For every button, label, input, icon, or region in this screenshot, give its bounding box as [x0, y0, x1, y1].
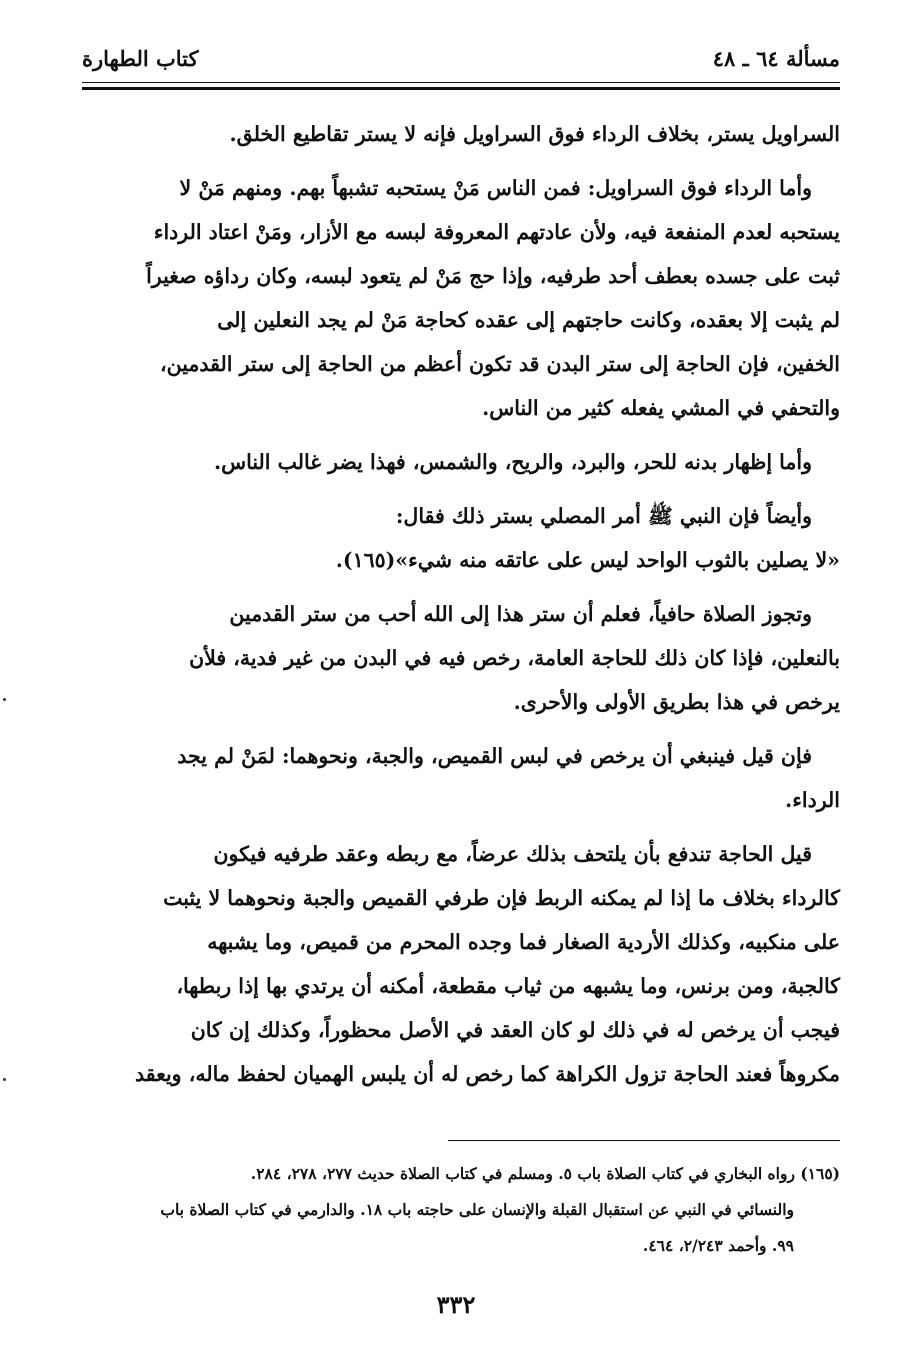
paragraph [82, 440, 840, 484]
text-line: الرداء. [785, 788, 840, 812]
text-line: كالرداء بخلاف ما إذا لم يمكنه الربط فإن طرفي القميص والجبة ونحوهما لا يثبت [163, 886, 840, 910]
hadith-quote: «لا يصلين بالثوب الواحد ليس على عاتقه منه شيء»(١٦٥). [335, 548, 840, 572]
text-line: وأما إظهار بدنه للحر، والبرد، والريح، والشمس، فهذا يضر غالب الناس. [213, 450, 812, 474]
text-line: كالجبة، ومن برنس، وما يشبهه من ثياب مقطعة، أمكنه أن يرتدي بها إذا ربطها، [176, 974, 840, 998]
text-line: فيجب أن يرخص له في ذلك لو كان العقد في الأصل محظوراً، وكذلك إن كان [190, 1018, 840, 1042]
header-issue-number: مسألة ٦٤ ـ ٤٨ [712, 46, 840, 71]
scan-speck [3, 1078, 6, 1081]
text-line: ثبت على جسده بعطف أحد طرفيه، وإذا حج مَنْ لم يتعود لبسه، وكان رداؤه صغيراً [146, 264, 840, 288]
text-line: لم يثبت إلا بعقده، وكانت حاجتهم إلى عقده كحاجة مَنْ لم يجد النعلين إلى [217, 308, 840, 332]
text-line: يستحبه لعدم المنفعة فيه، ولأن عادتهم المعروفة لبسه مع الأزار، ومَنْ اعتاد الرداء [153, 220, 840, 244]
footnote-rule [448, 1140, 840, 1141]
paragraph [82, 592, 840, 724]
paragraph [82, 734, 840, 822]
text-line: وأما الرداء فوق السراويل: فمن الناس مَنْ يستحبه تشبهاً بهم. ومنهم مَنْ لا [179, 176, 812, 200]
scan-speck [3, 698, 6, 701]
text-line: قيل الحاجة تندفع بأن يلتحف بذلك عرضاً، مع ربطه وعقد طرفيه فيكون [213, 842, 812, 866]
page-number: ٣٣٢ [436, 1290, 476, 1319]
text-line: على منكبيه، وكذلك الأردية الصغار فما وجده المحرم من قميص، وما يشبهه [207, 930, 840, 954]
footnote-line: ٩٩. وأحمد ٢/٢٤٣، ٤٦٤. [642, 1236, 794, 1255]
footnotes [82, 1156, 840, 1264]
footnote-line: والنسائي في النبي عن استقبال القبلة والإنسان على حاجته باب ١٨. والدارمي في كتاب الصلاة باب [160, 1200, 794, 1219]
header-chapter-title: كتاب الطهارة [82, 46, 199, 71]
running-header [82, 40, 840, 76]
paragraph [82, 494, 840, 582]
text-line: يرخص في هذا بطريق الأولى والأحرى. [513, 690, 840, 714]
text-line: وتجوز الصلاة حافياً، فعلم أن ستر هذا إلى الله أحب من ستر القدمين [229, 602, 812, 626]
paragraph [82, 832, 840, 1096]
paragraph [82, 166, 840, 430]
text-line: وأيضاً فإن النبي ﷺ أمر المصلي بستر ذلك فقال: [395, 504, 812, 528]
text-line: الخفين، فإن الحاجة إلى ستر البدن قد تكون أعظم من الحاجة إلى ستر القدمين، [159, 352, 840, 376]
main-text [82, 112, 840, 1096]
text-line: والتحفي في المشي يفعله كثير من الناس. [482, 396, 840, 420]
text-line: بالنعلين، فإذا كان ذلك للحاجة العامة، رخص فيه في البدن من غير فدية، فلأن [189, 646, 840, 670]
paragraph [82, 112, 840, 156]
header-rule-thick [82, 87, 840, 90]
text-line: فإن قيل فينبغي أن يرخص في لبس القميص، والجبة، ونحوهما: لمَنْ لم يجد [177, 744, 812, 768]
header-rule-thin [82, 82, 840, 83]
text-line: السراويل يستر، بخلاف الرداء فوق السراويل فإنه لا يستر تقاطيع الخلق. [229, 122, 840, 146]
text-line: مكروهاً فعند الحاجة تزول الكراهة كما رخص له أن يلبس الهميان لحفظ ماله، ويعقد [134, 1062, 840, 1086]
footnote-line: (١٦٥) رواه البخاري في كتاب الصلاة باب ٥. ومسلم في كتاب الصلاة حديث ٢٧٧، ٢٧٨، ٢٨٤. [250, 1164, 840, 1183]
